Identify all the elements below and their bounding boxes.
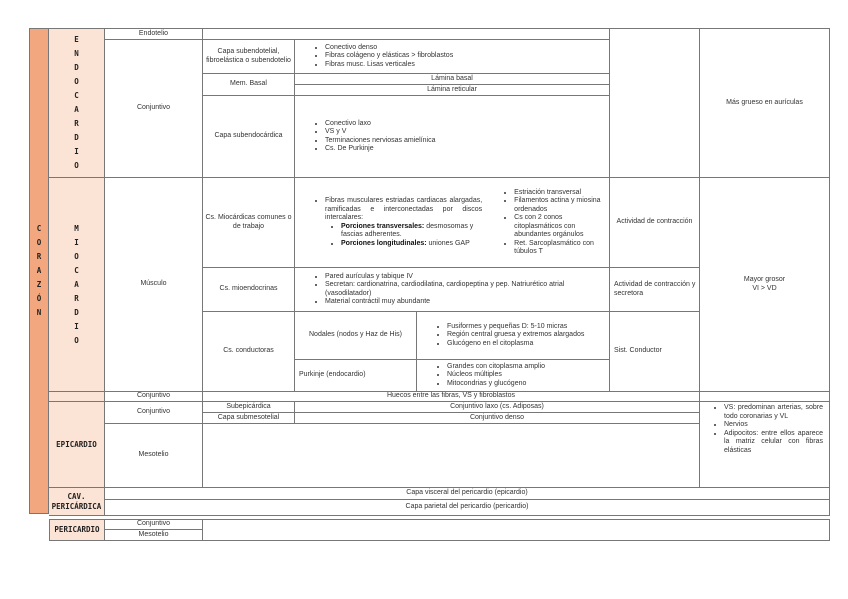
- mioc-sub-transversal: • Porciones transversales: desmosomas y fascias adherentes.: [341, 223, 478, 240]
- subepicardica-desc: Conjuntivo laxo (cs. Adiposas): [295, 402, 700, 413]
- mioc-list: [486, 189, 607, 257]
- subendotelial-item: • Conectivo denso: [325, 44, 453, 53]
- endocardio-letter: O: [74, 77, 79, 86]
- endocardio-letter: R: [74, 119, 79, 128]
- lamina-reticular: Lámina reticular: [295, 85, 610, 96]
- subepicardica-cell: Subepicárdica: [203, 402, 295, 413]
- organ-column: [29, 28, 49, 514]
- subendotelial-item: • Fibras colágeno y elásticas > fibroblastos: [325, 52, 453, 61]
- endocardio-letter: A: [74, 105, 79, 114]
- subendocardica-item: • Cs. De Purkinje: [325, 145, 436, 154]
- epi-mesotelio-content: [203, 424, 700, 488]
- cond-function: Sist. Conductor: [610, 312, 700, 392]
- mioc-item-fibras: • Fibras musculares estriadas cardiacas alargadas, ramificadas e interconectadas por discos intercalares:: [325, 197, 482, 223]
- nodales-cell: Nodales (nodos y Haz de His): [295, 312, 417, 360]
- mioc-content: [295, 178, 610, 268]
- subendocardica-cell: Capa subendocárdica: [203, 96, 295, 178]
- mioc-item: • Estriación transversal: [514, 189, 603, 198]
- cav-label-line2: PERICÁRDICA: [51, 501, 102, 511]
- miocardio-label: [49, 178, 105, 392]
- miocardio-letter: O: [74, 251, 79, 261]
- miocardio-letter: C: [74, 265, 79, 275]
- epi-notes-list: [702, 404, 827, 455]
- endoc-item: • Material contráctil muy abundante: [325, 298, 603, 307]
- miocardio-letter: R: [74, 293, 79, 303]
- endoc-item: • Pared aurículas y tabique IV: [325, 273, 603, 282]
- cav-label-line1: CAV.: [67, 491, 86, 501]
- purkinje-item: • Mitocondrias y glucógeno: [447, 380, 545, 389]
- musculo-cell: Músculo: [105, 178, 203, 392]
- mio-conjuntivo-cell: Conjuntivo: [105, 392, 203, 402]
- submesotelial-cell: Capa submesotelial: [203, 413, 295, 424]
- mioc-function: Actividad de contracción: [610, 178, 700, 268]
- organ-letter: R: [36, 252, 42, 261]
- peri-conjuntivo-cell: Conjuntivo: [105, 519, 203, 530]
- epi-mesotelio-cell: Mesotelio: [105, 424, 203, 488]
- organ-letter: C: [36, 224, 42, 233]
- mioc-cell: Cs. Miocárdicas comunes o de trabajo: [203, 178, 295, 268]
- epi-notes: [700, 402, 830, 488]
- organ-letter: O: [36, 238, 42, 247]
- mio-note-line2: VI > VD: [752, 284, 777, 292]
- mioc-sub-longitudinal: • Porciones longitudinales: uniones GAP: [341, 240, 478, 249]
- purkinje-item: • Grandes con citoplasma amplio: [447, 363, 545, 372]
- nodales-item: • Región central gruesa y extremos alargados: [447, 331, 584, 340]
- histology-table: [29, 28, 830, 541]
- organ-letter: A: [36, 266, 42, 275]
- miocardio-letter: D: [74, 307, 79, 317]
- submesotelial-desc: Conjuntivo denso: [295, 413, 700, 424]
- endocardio-letter: D: [74, 133, 79, 142]
- cav-parietal: Capa parietal del pericardio (pericardio): [105, 500, 830, 516]
- nodales-content: [417, 312, 610, 360]
- mioc-item: • Cs con 2 conos citoplasmáticos con abundantes orgánulos: [514, 214, 603, 240]
- mio-note-line1: Mayor grosor: [743, 276, 786, 283]
- mio-conjuntivo-desc: Huecos entre las fibras, VS y fibroblastos: [203, 392, 700, 402]
- endoc-item: • Secretan: cardionatrina, cardiodilatina, cardiopeptina y pep. Natriurético atrial (vasodilatador): [325, 281, 603, 298]
- pericardio-label: PERICARDIO: [49, 519, 105, 541]
- subendocardica-content: [295, 96, 610, 178]
- miocardio-letter: M: [74, 223, 79, 233]
- subendocardica-item: • Conectivo laxo: [325, 120, 436, 129]
- cav-label: [49, 488, 105, 516]
- peri-mesotelio-cell: Mesotelio: [105, 530, 203, 541]
- subendocardica-list: [297, 120, 440, 154]
- organ-letter: Z: [36, 280, 42, 289]
- endocardio-letter: C: [74, 91, 79, 100]
- purkinje-content: [417, 360, 610, 392]
- miocardio-letter: A: [74, 279, 79, 289]
- epicardio-label: EPICARDIO: [49, 402, 105, 488]
- organ-letter: Ó: [36, 294, 42, 303]
- nodales-item: • Glucógeno en el citoplasma: [447, 340, 584, 349]
- subendotelial-item: • Fibras musc. Lisas verticales: [325, 61, 453, 70]
- mio-note: [700, 178, 830, 392]
- endocardio-letter: E: [74, 35, 79, 44]
- mio-conjuntivo-blank: [700, 392, 830, 402]
- miocardio-letter: I: [74, 321, 79, 331]
- endotelio-content: [203, 28, 610, 40]
- lamina-basal: Lámina basal: [295, 74, 610, 85]
- endocardio-label: [49, 28, 105, 178]
- subendotelial-cell: Capa subendotelial, fibroelástica o subendotelio: [203, 40, 295, 74]
- endoc-list: [297, 273, 607, 307]
- endocardio-letter: N: [74, 49, 79, 58]
- organ-label: [37, 222, 42, 320]
- epicardio-note-item: • Adipocitos: entre ellos aparece la matriz celular con fibras elásticas: [724, 430, 823, 456]
- cond-cell: Cs. conductoras: [203, 312, 295, 392]
- purkinje-cell: Purkinje (endocardio): [295, 360, 417, 392]
- subendocardica-item: • VS y V: [325, 128, 436, 137]
- organ-letter: N: [36, 308, 42, 317]
- endo-conjuntivo-cell: Conjuntivo: [105, 40, 203, 178]
- cav-visceral: Capa visceral del pericardio (epicardio): [105, 488, 830, 500]
- mio-conj-label: [49, 392, 105, 402]
- miocardio-letter: I: [74, 237, 79, 247]
- mem-basal-cell: Mem. Basal: [203, 74, 295, 96]
- nodales-list: [419, 323, 588, 349]
- epi-conjuntivo-cell: Conjuntivo: [105, 402, 203, 424]
- endotelio-cell: Endotelio: [105, 28, 203, 40]
- epicardio-note-item: • Nervios: [724, 421, 823, 430]
- mioc-item: • Ret. Sarcoplasmático con túbulos T: [514, 240, 603, 257]
- epicardio-note-item: • VS: predominan arterias, sobre todo coronarias y VL: [724, 404, 823, 421]
- mioc-item: • Filamentos actina y miosina ordenados: [514, 197, 603, 214]
- endoc-function: Actividad de contracción y secretora: [610, 268, 700, 312]
- purkinje-item: • Núcleos múltiples: [447, 371, 545, 380]
- subendotelial-content: [295, 40, 610, 74]
- nodales-item: • Fusiformes y pequeñas D: 5-10 micras: [447, 323, 584, 332]
- endo-function-cell: [610, 28, 700, 178]
- endoc-cell: Cs. mioendocrinas: [203, 268, 295, 312]
- miocardio-letter: O: [74, 335, 79, 345]
- peri-content: [203, 519, 830, 541]
- endocardio-letter: D: [74, 63, 79, 72]
- subendocardica-item: • Terminaciones nerviosas amielínica: [325, 137, 436, 146]
- endo-note: Más grueso en aurículas: [700, 28, 830, 178]
- endocardio-letter: I: [74, 147, 79, 156]
- subendotelial-list: [297, 44, 457, 70]
- endoc-content: [295, 268, 610, 312]
- purkinje-list: [419, 363, 549, 389]
- endocardio-letter: O: [74, 161, 79, 170]
